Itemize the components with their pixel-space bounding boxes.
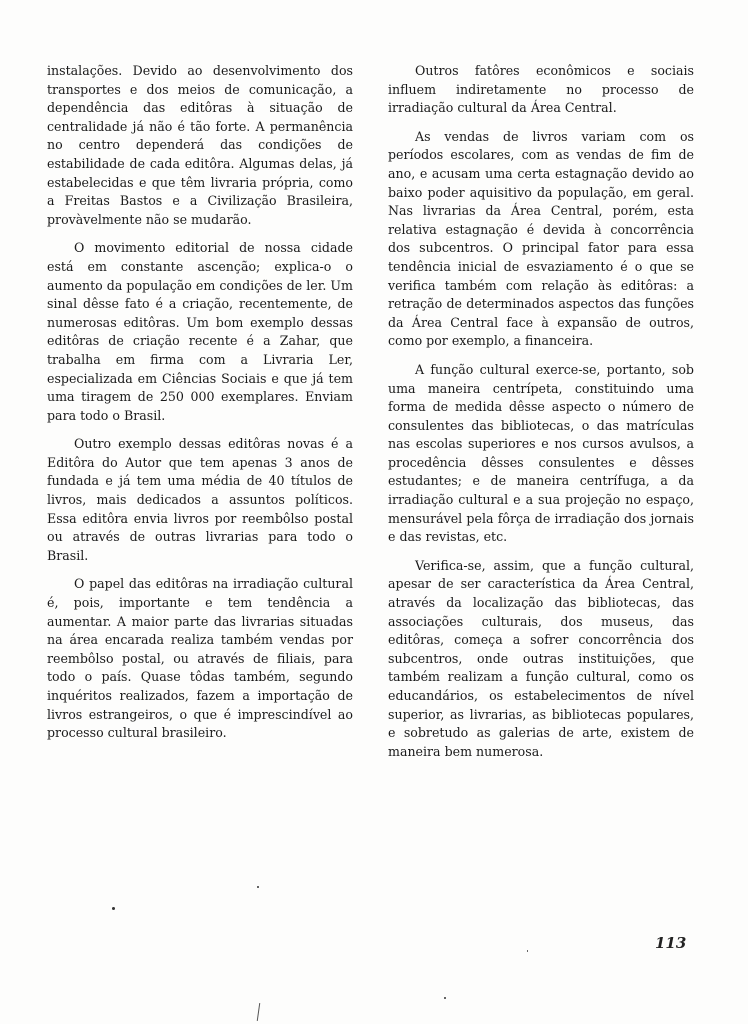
right-text-column bbox=[388, 62, 694, 771]
paragraph: Outro exemplo dessas editôras novas é a Editôra do Autor que tem apenas 3 anos de fundada e já tem uma média de 40 títulos de livros, mais dedicados a assuntos políticos. Essa editôra envia livros por reembôlso postal ou através de outras livrarias para todo o Brasil. bbox=[47, 436, 353, 563]
left-text-column bbox=[47, 62, 353, 753]
scan-speck bbox=[527, 950, 528, 952]
paragraph: instalações. Devido ao desenvolvimento dos transportes e dos meios de comunicação, a dependência das editôras à situação de centralidade já não é tão forte. A permanência no centro dependerá das condições de estabilidade de cada editôra. Algumas delas, já estabelecidas e que têm livraria própria, como a Freitas Bastos e a Civilização Brasileira, provàvelmente não se mudarão. bbox=[47, 63, 353, 227]
paragraph: O papel das editôras na irradiação cultural é, pois, importante e tem tendência a aumentar. A maior parte das livrarias situadas na área encarada realiza também vendas por reembôlso postal, ou através de filiais, para todo o país. Quase tôdas também, segundo inquéritos realizados, fazem a importação de livros estrangeiros, o que é imprescindível ao processo cultural brasileiro. bbox=[47, 576, 353, 741]
scan-speck bbox=[257, 886, 259, 888]
paragraph: A função cultural exerce-se, portanto, sob uma maneira centrípeta, constituindo uma forma de medida dêsse aspecto o número de consulentes das bibliotecas, o das matrículas nas escolas superiores e nos cursos avulsos, a procedência dêsses consulentes e dêsses estudantes; e de maneira centrífuga, a da irradiação cultural e a sua projeção no espaço, mensurável pela fôrça de irradiação dos jornais e das revistas, etc. bbox=[388, 361, 694, 545]
scan-speck bbox=[444, 997, 446, 999]
paragraph: Outros fatôres econômicos e sociais influem indiretamente no processo de irradiação cultural da Área Central. bbox=[388, 63, 694, 116]
paragraph: Verifica-se, assim, que a função cultural, apesar de ser característica da Área Central, através da localização das bibliotecas, das associações culturais, dos museus, das editôras, começa a sofrer concorrência dos subcentros, onde outras instituições, que também realizam a função cultural, como os educandários, os estabelecimentos de nível superior, as livrarias, as bibliotecas populares, e sobretudo as galerias de arte, existem de maneira bem numerosa. bbox=[388, 557, 694, 759]
scan-mark bbox=[257, 1003, 260, 1021]
scan-speck bbox=[112, 907, 115, 910]
paragraph: O movimento editorial de nossa cidade está em constante ascenção; explica-o o aumento da população em condições de ler. Um sinal dêsse fato é a criação, recentemente, de numerosas editôras. Um bom exemplo dessas editôras de criação recente é a Zahar, que trabalha em firma com a Livraria Ler, especializada em Ciências Sociais e que já tem uma tiragem de 250 000 exemplares. Enviam para todo o Brasil. bbox=[47, 240, 353, 423]
paragraph: As vendas de livros variam com os períodos escolares, com as vendas de fim de ano, e acusam uma certa estagnação devido ao baixo poder aquisitivo da população, em geral. Nas livrarias da Área Central, porém, esta relativa estagnação é devida à concorrência dos subcentros. O principal fator para essa tendência inicial de esvaziamento é o que se verifica também com relação às editôras: a retração de determinados aspectos das funções da Área Central face à expansão de outros, como por exemplo, a financeira. bbox=[388, 128, 694, 349]
page-number: 113 bbox=[655, 934, 687, 952]
